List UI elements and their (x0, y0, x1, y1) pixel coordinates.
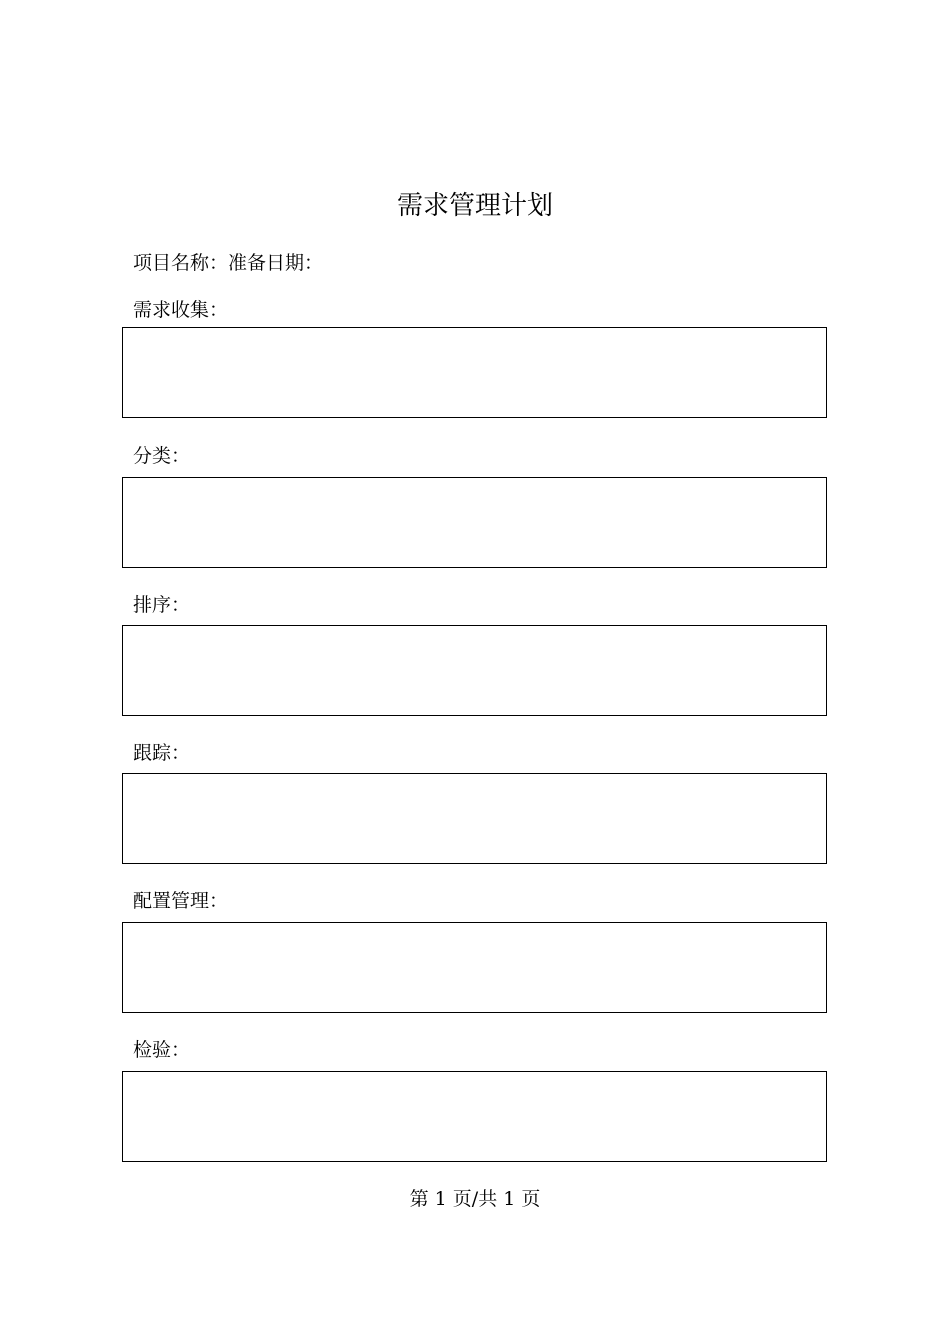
section-label-classification: 分类： (133, 445, 191, 467)
configuration-management-field[interactable] (122, 922, 827, 1013)
project-meta-line: 项目名称：准备日期： (133, 252, 324, 274)
page-footer: 第 1 页/共 1 页 (409, 1188, 541, 1210)
tracking-field[interactable] (122, 773, 827, 864)
requirements-collection-field[interactable] (122, 327, 827, 418)
prioritization-field[interactable] (122, 625, 827, 716)
classification-field[interactable] (122, 477, 827, 568)
page-title: 需求管理计划 (396, 191, 553, 221)
section-label-prioritization: 排序： (133, 594, 191, 616)
section-label-tracking: 跟踪： (133, 742, 191, 764)
section-label-configuration-management: 配置管理： (133, 890, 229, 912)
verification-field[interactable] (122, 1071, 827, 1162)
section-label-requirements-collection: 需求收集： (133, 299, 229, 321)
section-label-verification: 检验： (133, 1039, 191, 1061)
